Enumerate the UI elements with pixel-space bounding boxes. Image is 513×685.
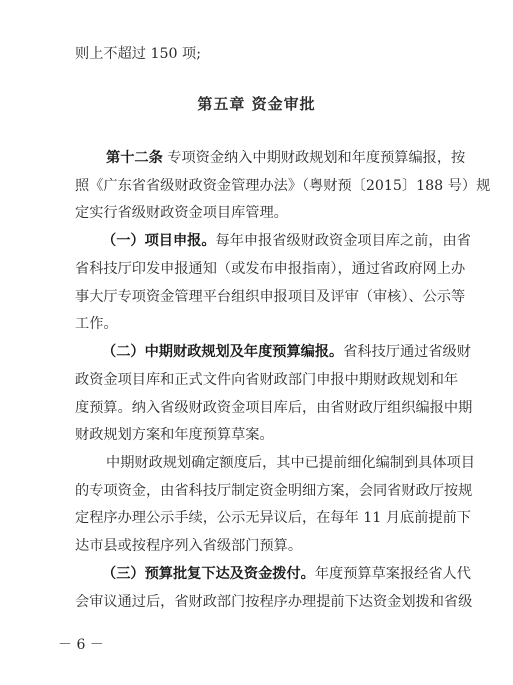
page-number: － 6 － (58, 637, 104, 653)
para-mid-line3: 定程序办理公示手续，公示无异议后，在每年 11 月底前提前下 (75, 510, 471, 526)
item2-line3: 度预算。纳入省级财政资金项目库后，由省财政厅组织编报中期 (75, 400, 473, 416)
item2-line1 (102, 342, 471, 362)
para-mid-line2: 的专项资金，由省科技厅制定资金明细方案，会同省财政厅按规 (75, 483, 473, 499)
para-mid-line4: 达市县或按程序列入省级部门预算。 (75, 538, 303, 554)
item3-line1 (102, 564, 471, 584)
article12-line2: 照《广东省省级财政资金管理办法》（粤财预〔2015〕188 号）规 (75, 178, 491, 194)
item1-line3: 事大厅专项资金管理平台组织申报项目及评审（审核）、公示等 (75, 289, 466, 305)
item3-label: （三）预算批复下达及资金拨付。 (102, 566, 315, 582)
article12-line3: 定实行省级财政资金项目库管理。 (75, 205, 288, 221)
article12-text1: 专项资金纳入中期财政规划和年度预算编报，按 (162, 150, 466, 166)
item1-text1: 每年申报省级财政资金项目库之前，由省 (215, 233, 471, 249)
article12-line1 (106, 148, 465, 168)
item2-text1: 省科技厅通过省级财 (343, 344, 471, 360)
item3-text1: 年度预算草案报经省人代 (314, 566, 471, 582)
para-mid-line1: 中期财政规划确定额度后，其中已提前细化编制到具体项目 (106, 455, 475, 471)
article12-label: 第十二条 (106, 150, 163, 166)
item1-line1 (102, 231, 471, 251)
item1-line4: 工作。 (75, 316, 118, 332)
item1-line2: 省科技厅印发申报通知（或发布申报指南），通过省政府网上办 (75, 261, 466, 277)
item1-label: （一）项目申报。 (102, 233, 216, 249)
item3-line2: 会审议通过后，省财政部门按程序办理提前下达资金划拨和省级 (75, 594, 473, 610)
item2-line4: 财政规划方案和年度预算草案。 (75, 427, 274, 443)
continuation-line: 则上不超过 150 项; (75, 46, 202, 62)
item2-label: （二）中期财政规划及年度预算编报。 (102, 344, 344, 360)
item2-line2: 政资金项目库和正式文件向省财政部门申报中期财政规划和年 (75, 372, 459, 388)
chapter-title: 第五章 资金审批 (197, 95, 316, 113)
